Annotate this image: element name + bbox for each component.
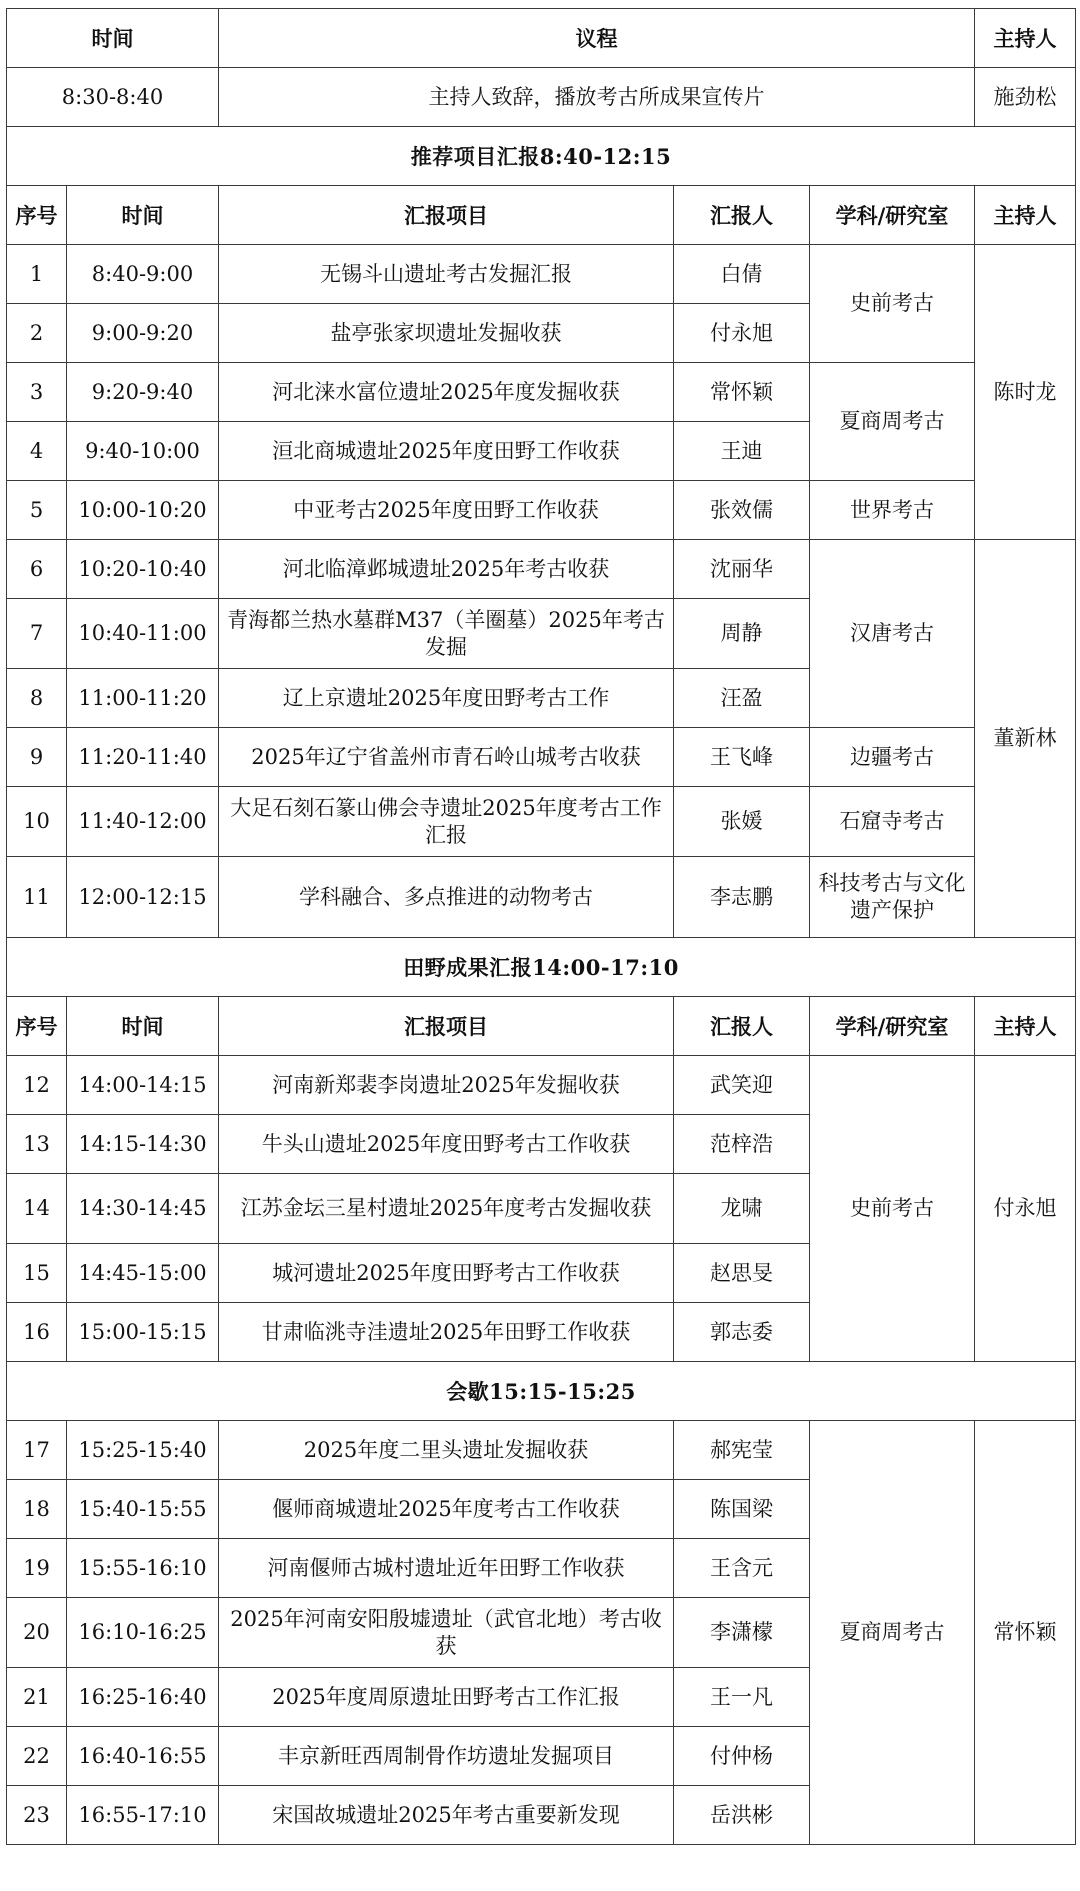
- row-reporter: 范梓浩: [674, 1115, 810, 1174]
- row-project: 2025年河南安阳殷墟遗址（武官北地）考古收获: [219, 1598, 674, 1668]
- row-reporter: 赵思旻: [674, 1244, 810, 1303]
- row-no: 20: [7, 1598, 67, 1668]
- row-reporter: 陈国梁: [674, 1480, 810, 1539]
- row-no: 14: [7, 1174, 67, 1244]
- row-no: 10: [7, 787, 67, 857]
- table-row: [7, 1421, 1076, 1480]
- discipline-cell: 夏商周考古: [810, 1421, 975, 1845]
- discipline-cell: 汉唐考古: [810, 540, 975, 728]
- row-reporter: 付永旭: [674, 304, 810, 363]
- row-no: 23: [7, 1786, 67, 1845]
- row-no: 21: [7, 1668, 67, 1727]
- table-row: [7, 540, 1076, 599]
- section-title-row: [7, 938, 1076, 997]
- section-title: 田野成果汇报14:00-17:10: [7, 938, 1076, 997]
- table-row: [7, 787, 1076, 857]
- break-title: 会歇15:15-15:25: [7, 1362, 1076, 1421]
- row-project: 中亚考古2025年度田野工作收获: [219, 481, 674, 540]
- row-project: 城河遗址2025年度田野考古工作收获: [219, 1244, 674, 1303]
- top-header-row: [7, 9, 1076, 68]
- row-time: 15:55-16:10: [67, 1539, 219, 1598]
- row-reporter: 白倩: [674, 245, 810, 304]
- row-time: 9:20-9:40: [67, 363, 219, 422]
- row-project: 江苏金坛三星村遗址2025年度考古发掘收获: [219, 1174, 674, 1244]
- table-row: [7, 245, 1076, 304]
- col-header-reporter: 汇报人: [674, 186, 810, 245]
- row-reporter: 李志鹏: [674, 857, 810, 938]
- row-project: 河南新郑裴李岗遗址2025年发掘收获: [219, 1056, 674, 1115]
- col-header-host: 主持人: [975, 186, 1076, 245]
- row-project: 河南偃师古城村遗址近年田野工作收获: [219, 1539, 674, 1598]
- row-reporter: 武笑迎: [674, 1056, 810, 1115]
- opening-host: 施劲松: [975, 68, 1076, 127]
- col-header-discipline: 学科/研究室: [810, 186, 975, 245]
- row-time: 10:40-11:00: [67, 599, 219, 669]
- row-time: 8:40-9:00: [67, 245, 219, 304]
- row-time: 16:25-16:40: [67, 1668, 219, 1727]
- row-time: 10:20-10:40: [67, 540, 219, 599]
- row-reporter: 沈丽华: [674, 540, 810, 599]
- row-reporter: 张效儒: [674, 481, 810, 540]
- host-cell: 付永旭: [975, 1056, 1076, 1362]
- discipline-cell: 史前考古: [810, 245, 975, 363]
- row-no: 1: [7, 245, 67, 304]
- row-project: 2025年度二里头遗址发掘收获: [219, 1421, 674, 1480]
- row-reporter: 郝宪莹: [674, 1421, 810, 1480]
- row-time: 9:40-10:00: [67, 422, 219, 481]
- row-no: 8: [7, 669, 67, 728]
- discipline-cell: 边疆考古: [810, 728, 975, 787]
- host-cell: 董新林: [975, 540, 1076, 938]
- row-project: 青海都兰热水墓群M37（羊圈墓）2025年考古发掘: [219, 599, 674, 669]
- row-time: 9:00-9:20: [67, 304, 219, 363]
- section-title-row: [7, 127, 1076, 186]
- table-row: [7, 1056, 1076, 1115]
- row-project: 学科融合、多点推进的动物考古: [219, 857, 674, 938]
- row-reporter: 王含元: [674, 1539, 810, 1598]
- row-no: 18: [7, 1480, 67, 1539]
- row-no: 4: [7, 422, 67, 481]
- row-project: 河北临漳邺城遗址2025年考古收获: [219, 540, 674, 599]
- col-header-project: 汇报项目: [219, 186, 674, 245]
- row-reporter: 王飞峰: [674, 728, 810, 787]
- row-no: 11: [7, 857, 67, 938]
- row-no: 6: [7, 540, 67, 599]
- column-header-row: [7, 997, 1076, 1056]
- section-title: 推荐项目汇报8:40-12:15: [7, 127, 1076, 186]
- row-time: 14:45-15:00: [67, 1244, 219, 1303]
- row-time: 11:20-11:40: [67, 728, 219, 787]
- table-row: [7, 857, 1076, 938]
- row-time: 14:15-14:30: [67, 1115, 219, 1174]
- row-project: 甘肃临洮寺洼遗址2025年田野工作收获: [219, 1303, 674, 1362]
- row-project: 2025年度周原遗址田野考古工作汇报: [219, 1668, 674, 1727]
- row-project: 宋国故城遗址2025年考古重要新发现: [219, 1786, 674, 1845]
- row-project: 丰京新旺西周制骨作坊遗址发掘项目: [219, 1727, 674, 1786]
- agenda-sheet: [6, 8, 1075, 1881]
- row-reporter: 李潇檬: [674, 1598, 810, 1668]
- table-row: [7, 363, 1076, 422]
- row-no: 15: [7, 1244, 67, 1303]
- row-time: 12:00-12:15: [67, 857, 219, 938]
- row-project: 偃师商城遗址2025年度考古工作收获: [219, 1480, 674, 1539]
- discipline-cell: 世界考古: [810, 481, 975, 540]
- row-no: 9: [7, 728, 67, 787]
- row-time: 14:00-14:15: [67, 1056, 219, 1115]
- row-reporter: 周静: [674, 599, 810, 669]
- row-time: 16:55-17:10: [67, 1786, 219, 1845]
- break-row: [7, 1362, 1076, 1421]
- discipline-cell: 史前考古: [810, 1056, 975, 1362]
- row-no: 2: [7, 304, 67, 363]
- row-reporter: 付仲杨: [674, 1727, 810, 1786]
- opening-time: 8:30-8:40: [7, 68, 219, 127]
- row-reporter: 王一凡: [674, 1668, 810, 1727]
- table-row: [7, 481, 1076, 540]
- table-row: [7, 728, 1076, 787]
- opening-row: [7, 68, 1076, 127]
- opening-item: 主持人致辞，播放考古所成果宣传片: [219, 68, 975, 127]
- row-no: 5: [7, 481, 67, 540]
- row-no: 17: [7, 1421, 67, 1480]
- header-agenda: 议程: [219, 9, 975, 68]
- row-no: 13: [7, 1115, 67, 1174]
- col-header-no: 序号: [7, 997, 67, 1056]
- row-reporter: 张媛: [674, 787, 810, 857]
- col-header-reporter: 汇报人: [674, 997, 810, 1056]
- col-header-time: 时间: [67, 997, 219, 1056]
- col-header-host: 主持人: [975, 997, 1076, 1056]
- row-no: 7: [7, 599, 67, 669]
- col-header-no: 序号: [7, 186, 67, 245]
- host-cell: 陈时龙: [975, 245, 1076, 540]
- row-reporter: 龙啸: [674, 1174, 810, 1244]
- row-time: 15:40-15:55: [67, 1480, 219, 1539]
- header-host: 主持人: [975, 9, 1076, 68]
- row-project: 无锡斗山遗址考古发掘汇报: [219, 245, 674, 304]
- row-project: 2025年辽宁省盖州市青石岭山城考古收获: [219, 728, 674, 787]
- discipline-cell: 科技考古与文化遗产保护: [810, 857, 975, 938]
- row-reporter: 汪盈: [674, 669, 810, 728]
- row-project: 盐亭张家坝遗址发掘收获: [219, 304, 674, 363]
- discipline-cell: 夏商周考古: [810, 363, 975, 481]
- row-time: 15:25-15:40: [67, 1421, 219, 1480]
- row-reporter: 岳洪彬: [674, 1786, 810, 1845]
- row-project: 洹北商城遗址2025年度田野工作收获: [219, 422, 674, 481]
- row-project: 河北涞水富位遗址2025年度发掘收获: [219, 363, 674, 422]
- row-project: 牛头山遗址2025年度田野考古工作收获: [219, 1115, 674, 1174]
- col-header-time: 时间: [67, 186, 219, 245]
- row-no: 12: [7, 1056, 67, 1115]
- agenda-table: [6, 8, 1076, 1845]
- row-no: 19: [7, 1539, 67, 1598]
- header-time: 时间: [7, 9, 219, 68]
- host-cell: 常怀颖: [975, 1421, 1076, 1845]
- row-time: 15:00-15:15: [67, 1303, 219, 1362]
- col-header-discipline: 学科/研究室: [810, 997, 975, 1056]
- column-header-row: [7, 186, 1076, 245]
- row-no: 22: [7, 1727, 67, 1786]
- row-time: 11:00-11:20: [67, 669, 219, 728]
- row-reporter: 郭志委: [674, 1303, 810, 1362]
- row-no: 3: [7, 363, 67, 422]
- discipline-cell: 石窟寺考古: [810, 787, 975, 857]
- row-reporter: 王迪: [674, 422, 810, 481]
- row-no: 16: [7, 1303, 67, 1362]
- row-project: 大足石刻石篆山佛会寺遗址2025年度考古工作汇报: [219, 787, 674, 857]
- row-time: 10:00-10:20: [67, 481, 219, 540]
- row-project: 辽上京遗址2025年度田野考古工作: [219, 669, 674, 728]
- row-time: 16:10-16:25: [67, 1598, 219, 1668]
- col-header-project: 汇报项目: [219, 997, 674, 1056]
- row-reporter: 常怀颖: [674, 363, 810, 422]
- row-time: 11:40-12:00: [67, 787, 219, 857]
- row-time: 16:40-16:55: [67, 1727, 219, 1786]
- row-time: 14:30-14:45: [67, 1174, 219, 1244]
